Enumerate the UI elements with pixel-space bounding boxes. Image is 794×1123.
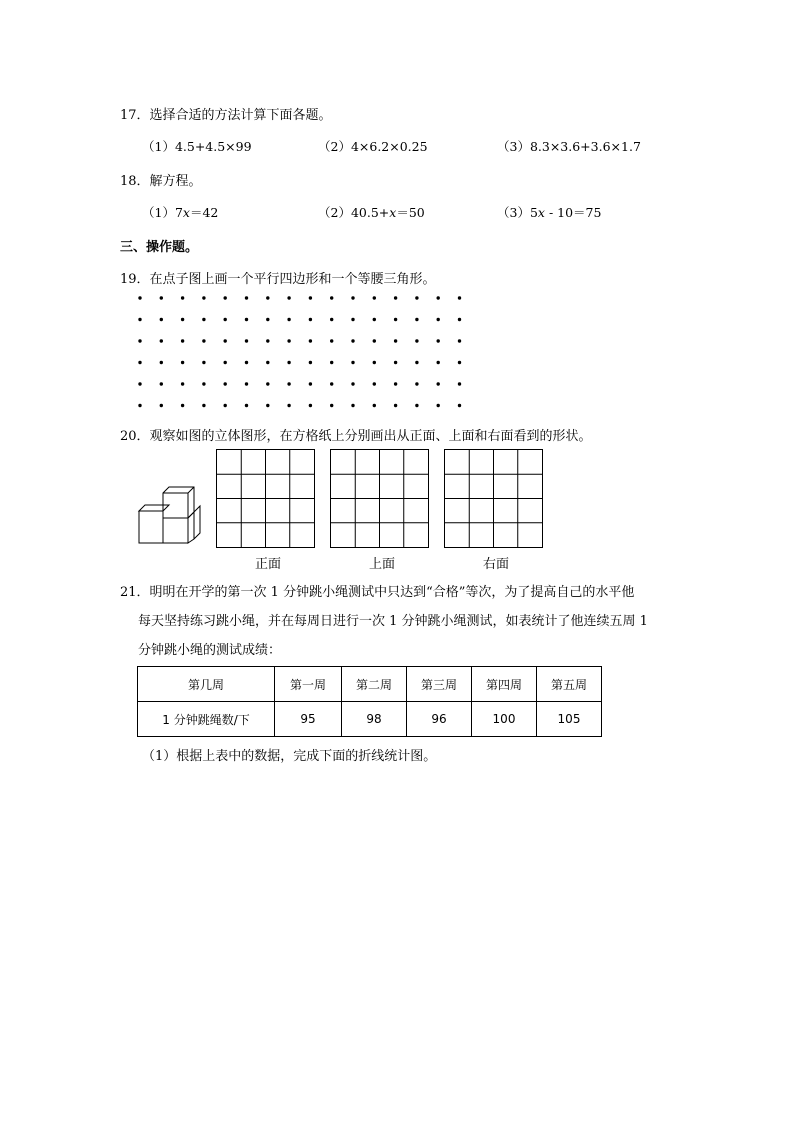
grid-dot [287, 296, 290, 299]
grid-dot [224, 296, 227, 299]
grid-dot [224, 382, 227, 385]
grid-dot [202, 361, 205, 364]
grid-dot [202, 296, 205, 299]
grid-dot [330, 318, 333, 321]
grid-dot [351, 361, 354, 364]
grid-dot [437, 404, 440, 407]
grid-dot [287, 318, 290, 321]
grid-dot [330, 361, 333, 364]
grid-dot [245, 296, 248, 299]
grid-dot [373, 382, 376, 385]
grid-dot [351, 382, 354, 385]
grid-dot [437, 339, 440, 342]
grid-dot [181, 361, 184, 364]
grid-dot [287, 404, 290, 407]
grid-dot [160, 318, 163, 321]
grid-dot [373, 361, 376, 364]
grid-dot [309, 339, 312, 342]
grid-dot [160, 296, 163, 299]
grid-dot [394, 382, 397, 385]
grid-dot [266, 339, 269, 342]
grid-dot [160, 361, 163, 364]
grid-dot [415, 296, 418, 299]
grid-dot [330, 339, 333, 342]
label-right-view: 右面 [482, 557, 509, 572]
grid-dot [138, 318, 141, 321]
q17-item-3: （3）8.3×3.6+3.6×1.7 [497, 139, 641, 154]
grid-right[interactable] [444, 449, 543, 548]
section-heading: 三、操作题。 [120, 240, 199, 255]
grid-dot [287, 361, 290, 364]
q18-title: 18．解方程。 [120, 174, 202, 189]
q21-line-3: 分钟跳小绳的测试成绩： [138, 643, 282, 658]
grid-dot [458, 404, 461, 407]
table-cell: 96 [407, 702, 472, 737]
grid-dot [245, 318, 248, 321]
grid-dot [394, 361, 397, 364]
grid-dot [224, 318, 227, 321]
grid-dot [330, 404, 333, 407]
grid-dot [437, 361, 440, 364]
grid-dot [138, 404, 141, 407]
grid-dot [181, 382, 184, 385]
grid-dot [224, 404, 227, 407]
grid-dot [266, 361, 269, 364]
table-cell: 98 [342, 702, 407, 737]
grid-dot [351, 318, 354, 321]
grid-dot [394, 404, 397, 407]
q18-item-2: （2）40.5+x＝50 [318, 205, 425, 220]
grid-dot [160, 382, 163, 385]
table-header-cell: 第四周 [472, 667, 537, 702]
grid-front[interactable] [216, 449, 315, 548]
q20-title: 20．观察如图的立体图形，在方格纸上分别画出从正面、上面和右面看到的形状。 [120, 429, 592, 444]
grid-dot [181, 339, 184, 342]
grid-dot [415, 339, 418, 342]
dot-paper[interactable] [136, 292, 476, 414]
grid-dot [394, 339, 397, 342]
grid-dot [181, 296, 184, 299]
grid-dot [160, 404, 163, 407]
grid-dot [351, 339, 354, 342]
grid-dot [330, 382, 333, 385]
grid-dot [160, 339, 163, 342]
label-front-view: 正面 [254, 557, 281, 572]
label-top-view: 上面 [368, 557, 395, 572]
grid-dot [202, 318, 205, 321]
grid-dot [458, 361, 461, 364]
grid-dot [373, 404, 376, 407]
grid-dot [266, 382, 269, 385]
jump-rope-table [137, 666, 602, 737]
grid-dot [287, 382, 290, 385]
grid-dot [373, 318, 376, 321]
grid-dot [437, 318, 440, 321]
grid-top[interactable] [330, 449, 429, 548]
table-cell: 95 [275, 702, 342, 737]
grid-dot [458, 339, 461, 342]
grid-dot [351, 404, 354, 407]
grid-dot [224, 361, 227, 364]
grid-dot [202, 404, 205, 407]
q17-title: 17．选择合适的方法计算下面各题。 [120, 108, 332, 123]
grid-dot [266, 318, 269, 321]
grid-dot [224, 339, 227, 342]
grid-dot [394, 318, 397, 321]
grid-dot [458, 318, 461, 321]
table-cell: 100 [472, 702, 537, 737]
grid-dot [245, 404, 248, 407]
grid-dot [202, 382, 205, 385]
grid-dot [415, 382, 418, 385]
grid-dot [245, 339, 248, 342]
table-header-cell: 第几周 [138, 667, 275, 702]
grid-dot [415, 318, 418, 321]
grid-dot [309, 404, 312, 407]
grid-dot [202, 339, 205, 342]
q19-title: 19．在点子图上画一个平行四边形和一个等腰三角形。 [120, 272, 436, 287]
table-row [138, 702, 602, 737]
table-header-cell: 第二周 [342, 667, 407, 702]
grid-dot [330, 296, 333, 299]
q17-item-1: （1）4.5+4.5×99 [142, 139, 252, 154]
table-header-cell: 第一周 [275, 667, 342, 702]
table-cell: 105 [537, 702, 602, 737]
q17-item-2: （2）4×6.2×0.25 [318, 139, 428, 154]
grid-dot [266, 404, 269, 407]
grid-dot [437, 382, 440, 385]
table-header-cell: 第三周 [407, 667, 472, 702]
grid-dot [181, 318, 184, 321]
table-cell: 1 分钟跳绳数/下 [138, 702, 275, 737]
grid-dot [138, 296, 141, 299]
cube-solid-figure [136, 484, 206, 546]
grid-dot [394, 296, 397, 299]
q21-sub-1: （1）根据上表中的数据，完成下面的折线统计图。 [142, 749, 437, 764]
grid-dot [309, 382, 312, 385]
grid-dot [309, 296, 312, 299]
grid-dot [309, 361, 312, 364]
grid-dot [458, 296, 461, 299]
grid-dot [138, 382, 141, 385]
grid-dot [373, 296, 376, 299]
table-header-row [138, 667, 602, 702]
grid-dot [415, 361, 418, 364]
grid-dot [245, 382, 248, 385]
grid-dot [351, 296, 354, 299]
grid-dot [458, 382, 461, 385]
q21-line-1: 21．明明在开学的第一次 1 分钟跳小绳测试中只达到“合格”等次，为了提高自己的水平他 [120, 585, 635, 600]
grid-dot [245, 361, 248, 364]
grid-dot [415, 404, 418, 407]
grid-dot [266, 296, 269, 299]
grid-dot [138, 361, 141, 364]
grid-dot [287, 339, 290, 342]
grid-dot [373, 339, 376, 342]
grid-dot [138, 339, 141, 342]
q21-line-2: 每天坚持练习跳小绳，并在每周日进行一次 1 分钟跳小绳测试，如表统计了他连续五周 1 [138, 614, 648, 629]
grid-dot [309, 318, 312, 321]
q18-item-3: （3）5x - 10＝75 [497, 205, 602, 220]
table-header-cell: 第五周 [537, 667, 602, 702]
q18-item-1: （1）7x＝42 [142, 205, 219, 220]
grid-dot [181, 404, 184, 407]
grid-dot [437, 296, 440, 299]
